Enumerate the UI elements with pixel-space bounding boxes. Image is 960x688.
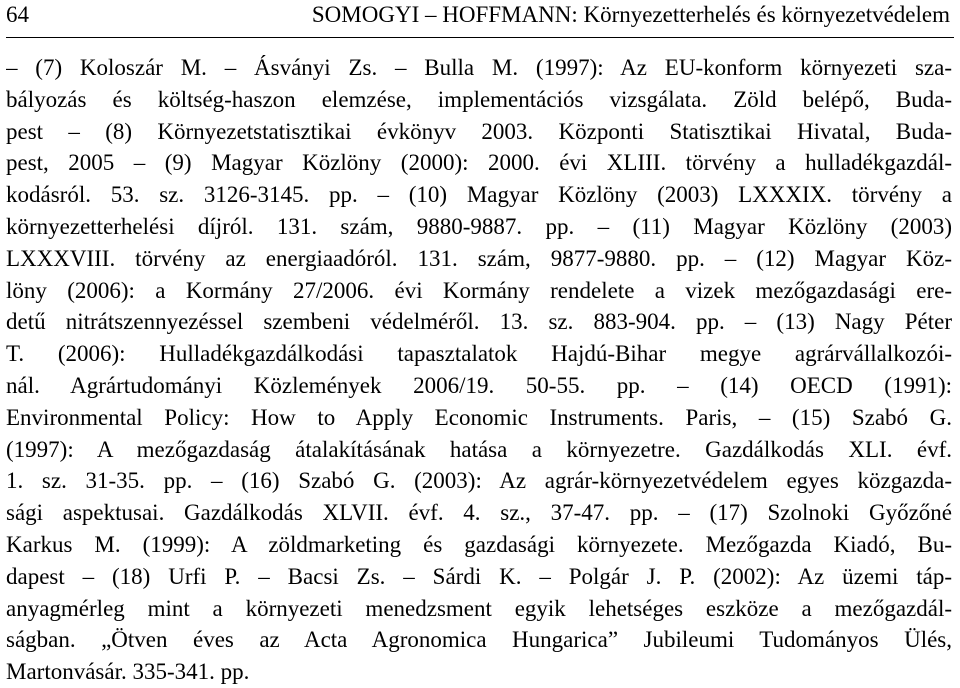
reference-line: (1997): A mezőgazdaság átalakításának hatása a környezetre. Gazdálkodás XLI. évf. [6,436,952,462]
reference-line: sági aspektusai. Gazdálkodás XLVII. évf. 4. sz., 37-47. pp. – (17) Szolnoki Győzőné [6,500,952,526]
reference-line: pest, 2005 – (9) Magyar Közlöny (2000): 2000. évi XLIII. törvény a hulladékgazdál- [6,150,952,176]
running-title: SOMOGYI – HOFFMANN: Környezetterhelés és környezetvédelem [311,2,950,27]
reference-line: Environmental Policy: How to Apply Economic Instruments. Paris, – (15) Szabó G. [6,404,952,430]
page-header [6,0,954,38]
reference-line: pest – (8) Környezetstatisztikai évkönyv 2003. Központi Statisztikai Hivatal, Buda- [6,118,952,144]
reference-line: Martonvásár. 335-341. pp. [6,659,250,685]
reference-line: detű nitrátszennyezéssel szembeni védelméről. 13. sz. 883-904. pp. – (13) Nagy Péter [6,309,952,335]
reference-line: Karkus M. (1999): A zöldmarketing és gazdasági környezete. Mezőgazda Kiadó, Bu- [6,531,952,557]
reference-line: löny (2006): a Kormány 27/2006. évi Kormány rendelete a vizek mezőgazdasági ere- [6,277,952,303]
reference-line: T. (2006): Hulladékgazdálkodási tapasztalatok Hajdú-Bihar megye agrárvállalkozói- [6,341,952,367]
reference-line: LXXXVIII. törvény az energiaadóról. 131. szám, 9877-9880. pp. – (12) Magyar Köz- [6,245,952,271]
reference-line: ságban. „Ötven éves az Acta Agronomica Hungarica” Jubileumi Tudományos Ülés, [6,627,952,653]
reference-line: kodásról. 53. sz. 3126-3145. pp. – (10) Magyar Közlöny (2003) LXXXIX. törvény a [6,182,952,208]
reference-line: anyagmérleg mint a környezeti menedzsment egyik lehetséges eszköze a mezőgazdál- [6,595,952,621]
reference-line: nál. Agrártudományi Közlemények 2006/19. 50-55. pp. – (14) OECD (1991): [6,372,952,398]
reference-line: környezetterhelési díjról. 131. szám, 9880-9887. pp. – (11) Magyar Közlöny (2003) [6,213,952,239]
reference-line: – (7) Koloszár M. – Ásványi Zs. – Bulla M. (1997): Az EU-konform környezeti sza- [6,55,952,80]
reference-line: 1. sz. 31-35. pp. – (16) Szabó G. (2003): Az agrár-környezetvédelem egyes közgazda- [6,468,952,494]
reference-list [6,52,952,688]
reference-line: dapest – (18) Urfi P. – Bacsi Zs. – Sárdi K. – Polgár J. P. (2002): Az üzemi táp- [6,563,952,589]
page-number: 64 [6,2,29,27]
reference-line: bályozás és költség-haszon elemzése, implementációs vizsgálata. Zöld belépő, Buda- [6,86,952,112]
